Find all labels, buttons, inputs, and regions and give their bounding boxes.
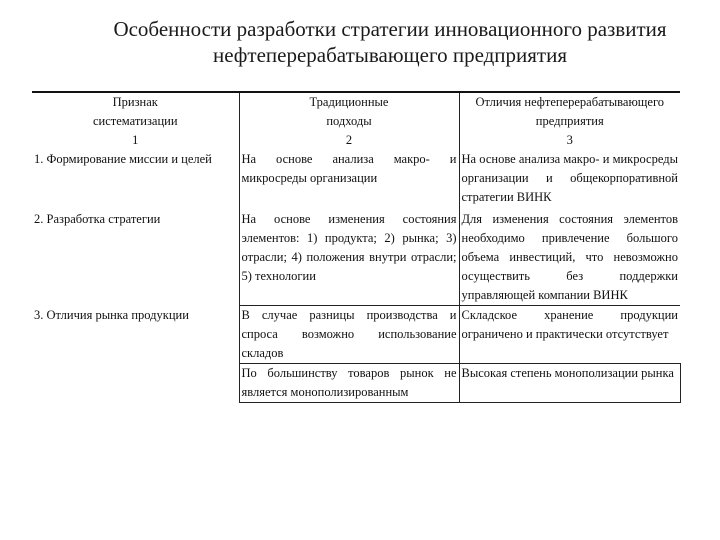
table-header-row — [32, 92, 680, 131]
row-3-traditional-2: По большинству товаров рынок не является монополизированным — [239, 364, 459, 403]
row-3-criterion: 3. Отличия рынка продукции — [32, 306, 239, 403]
header-traditional: Традиционные подходы — [239, 92, 459, 131]
column-number-2: 2 — [239, 131, 459, 150]
row-3-difference-1: Складское хранение продукции ограничено и практически отсутствует — [459, 306, 680, 364]
column-number-3: 3 — [566, 133, 573, 147]
row-3-traditional-1: В случае разницы производства и спроса возможно использование складов — [239, 306, 459, 364]
table-row — [32, 306, 680, 364]
row-1-difference: На основе анализа макро- и микросреды организации и общекорпоративной стратегии ВИНК — [461, 152, 678, 204]
row-2-criterion: 2. Разработка стратегии — [32, 210, 239, 306]
header-criterion: Признак систематизации — [32, 92, 239, 131]
title-line-1: Особенности разработки стратегии инновационного развития — [113, 17, 667, 41]
table-row — [32, 150, 680, 210]
row-2-traditional: На основе изменения состояния элементов: 1) продукта; 2) рынка; 3) отрасли; 4) положения внутри отрасли; 5) технологии — [239, 210, 459, 306]
table-number-row — [32, 131, 680, 150]
row-3-difference-2: Высокая степень монополизации рынка — [459, 364, 680, 403]
row-1-traditional: На основе анализа макро- и микросреды организации — [239, 150, 459, 210]
row-2-difference: Для изменения состояния элементов необходимо привлечение большого объема инвестиций, что невозможно осуществить без поддержки управляющей компании ВИНК — [461, 212, 678, 302]
row-1-criterion: 1. Формирование миссии и целей — [32, 150, 239, 210]
column-number-1: 1 — [32, 131, 239, 150]
title-line-2: нефтеперерабатывающего предприятия — [212, 43, 568, 67]
table-row — [32, 210, 680, 306]
slide-title — [60, 16, 720, 68]
comparison-table — [32, 91, 680, 403]
header-difference: Отличия нефтеперерабатывающего предприятия — [459, 92, 680, 131]
